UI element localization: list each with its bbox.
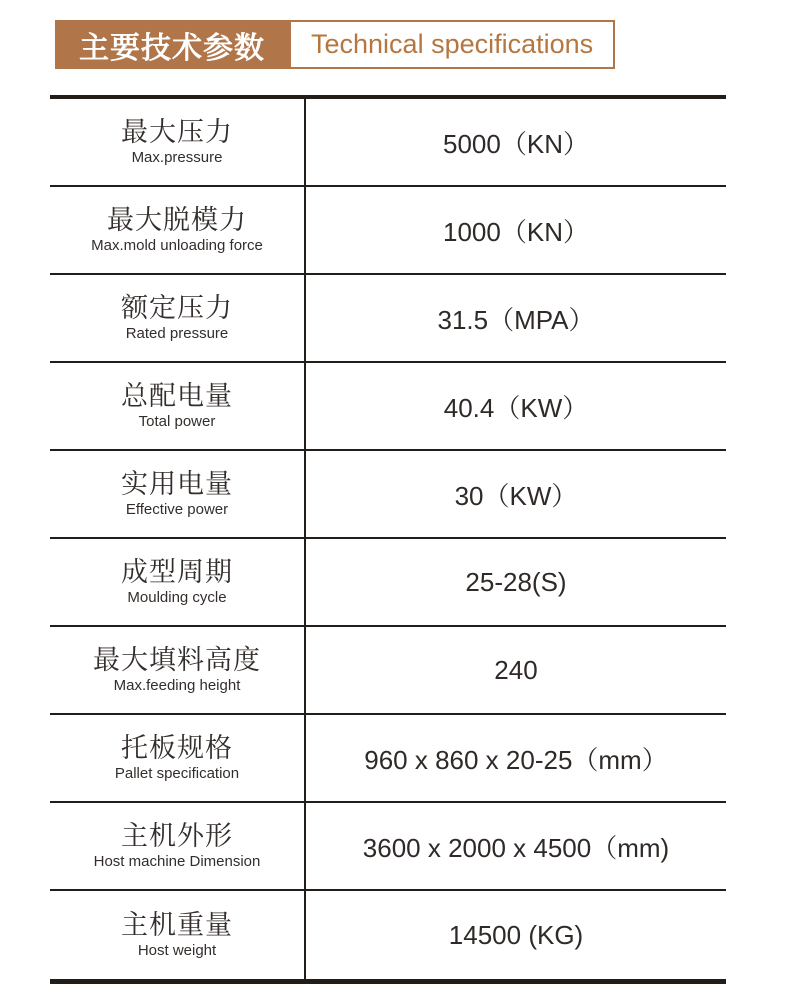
spec-label-cell (50, 627, 306, 713)
spec-name-cn: 托板规格 (121, 733, 233, 764)
spec-label-cell (50, 451, 306, 537)
spec-name-cn: 最大脱模力 (107, 205, 247, 236)
spec-label-cell (50, 891, 306, 979)
spec-value: 30（KW） (454, 480, 578, 511)
spec-value: 40.4（KW） (443, 392, 589, 423)
spec-label-cell (50, 363, 306, 449)
spec-name-en: Max.pressure (131, 148, 223, 166)
spec-table (50, 95, 726, 984)
table-row (50, 803, 726, 891)
spec-name-cn: 主机重量 (121, 910, 233, 941)
spec-name-en: Host weight (137, 941, 217, 959)
table-row (50, 363, 726, 451)
table-row (50, 715, 726, 803)
spec-value: 31.5（MPA） (437, 304, 595, 335)
table-row (50, 539, 726, 627)
spec-value: 960 x 860 x 20-25（mm） (364, 744, 668, 775)
spec-name-cn: 实用电量 (121, 469, 233, 500)
spec-label-cell (50, 803, 306, 889)
spec-name-cn: 最大压力 (121, 117, 233, 148)
spec-label-cell (50, 539, 306, 625)
spec-name-cn: 最大填料高度 (93, 645, 261, 676)
spec-value: 1000（KN） (443, 216, 589, 247)
table-row (50, 187, 726, 275)
spec-value: 3600 x 2000 x 4500（mm) (362, 832, 670, 863)
spec-name-en: Host machine Dimension (93, 852, 261, 870)
spec-name-en: Max.feeding height (113, 676, 241, 694)
spec-label-cell (50, 715, 306, 801)
spec-name-en: Effective power (125, 500, 229, 518)
spec-name-en: Moulding cycle (127, 588, 227, 606)
spec-name-cn: 成型周期 (121, 557, 233, 588)
spec-value: 25-28(S) (465, 566, 567, 597)
spec-name-cn: 总配电量 (121, 381, 233, 412)
table-row (50, 891, 726, 979)
section-title-english: Technical specifications (289, 20, 615, 69)
spec-value: 14500 (KG) (448, 919, 584, 950)
table-row (50, 627, 726, 715)
table-row (50, 275, 726, 363)
spec-name-cn: 额定压力 (121, 293, 233, 324)
table-row (50, 451, 726, 539)
spec-name-en: Rated pressure (125, 324, 229, 342)
section-title-chinese: 主要技术参数 (55, 20, 289, 69)
spec-name-en: Pallet specification (114, 764, 240, 782)
spec-value: 240 (494, 654, 538, 685)
spec-label-cell (50, 187, 306, 273)
spec-name-en: Max.mold unloading force (91, 236, 263, 254)
spec-value: 5000（KN） (443, 128, 589, 159)
spec-name-en: Total power (138, 412, 216, 430)
section-header (55, 20, 615, 69)
spec-name-cn: 主机外形 (121, 821, 233, 852)
spec-label-cell (50, 275, 306, 361)
table-row (50, 99, 726, 187)
spec-label-cell (50, 99, 306, 185)
